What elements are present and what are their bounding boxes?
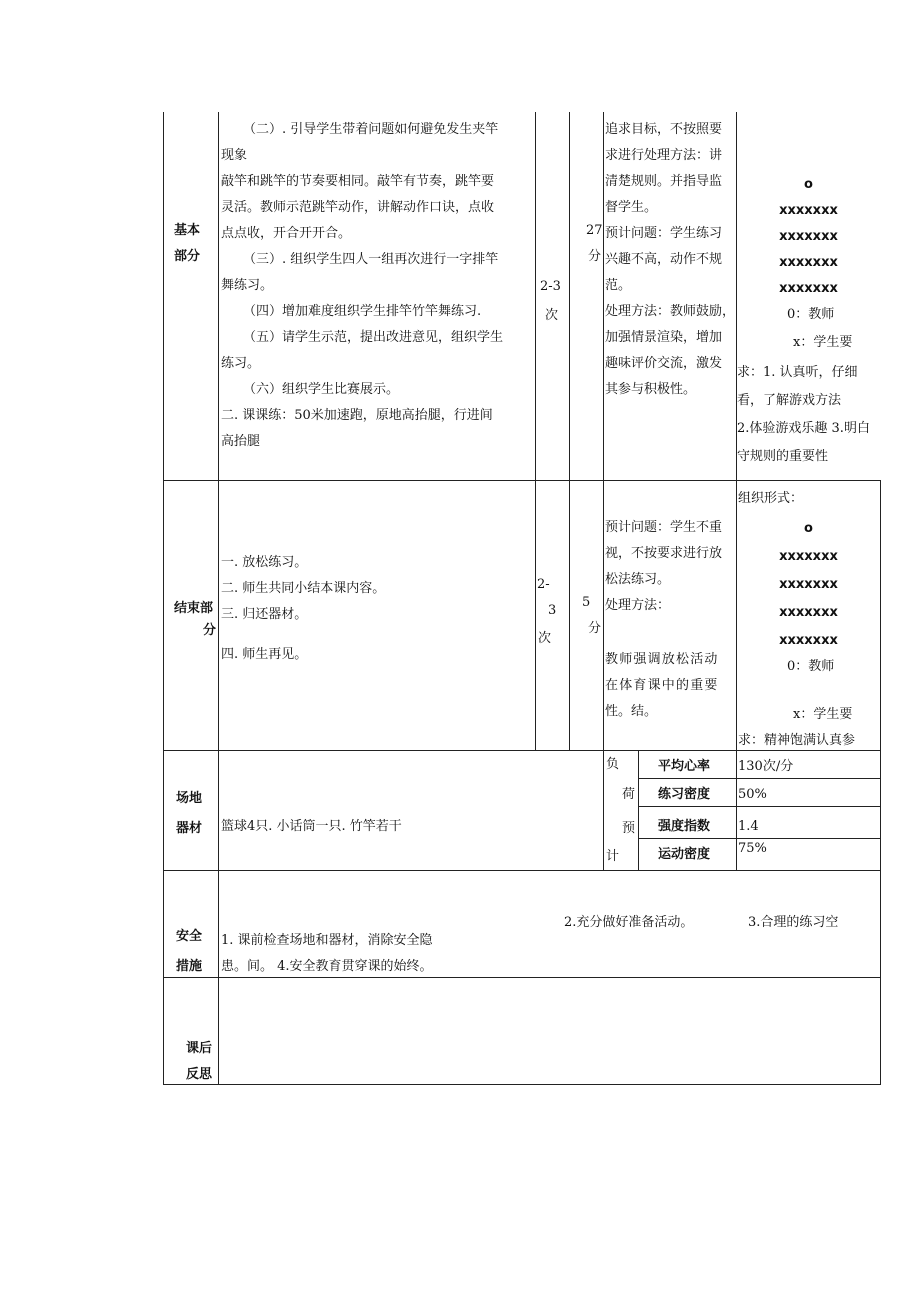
basic-minutes-unit: 分 <box>588 249 602 264</box>
legend-teacher: 0：教师 <box>787 307 835 322</box>
method-line: 清楚规则。并指导监 <box>605 174 723 189</box>
legend-teacher: 0：教师 <box>787 659 835 674</box>
col-divider <box>218 112 219 1085</box>
content-line: （五）请学生示范，提出改进意见，组织学生 <box>243 330 504 345</box>
table-border-bottom <box>163 1084 881 1085</box>
load-label-3: 预 <box>622 821 636 836</box>
formation-teacher-mark: o <box>804 521 813 536</box>
reflection-label-1: 课后 <box>186 1041 213 1056</box>
content-line: 点点收，开合开开合。 <box>221 226 352 241</box>
formation-row: xxxxxxx <box>779 577 838 592</box>
safety-line-1: 1. 课前检查场地和器材，消除安全隐 <box>221 933 433 948</box>
content-line: 二. 课课练：50米加速跑，原地高抬腿，行进间 <box>221 408 493 423</box>
table-border-left <box>163 112 164 1085</box>
basic-times: 2-3 <box>540 279 561 294</box>
ending-formation-title: 组织形式： <box>738 491 804 506</box>
metric-value: 75% <box>738 841 767 856</box>
method-line: 追求目标，不按照要 <box>605 122 723 137</box>
legend-student: x：学生要 <box>793 707 853 722</box>
content-line: 高抬腿 <box>221 434 261 449</box>
requirement-line: 求：1. 认真听，仔细 <box>737 365 858 380</box>
row-divider <box>163 480 881 481</box>
content-line: 一. 放松练习。 <box>221 555 308 570</box>
formation-row: xxxxxxx <box>779 229 838 244</box>
metric-value: 1.4 <box>738 819 759 834</box>
venue-label-1: 场地 <box>176 791 203 806</box>
ending-minutes-unit: 分 <box>588 621 602 636</box>
method-line: 处理方法： <box>605 598 671 613</box>
method-line: 视，不按要求进行放 <box>605 546 723 561</box>
safety-item-2: 2.充分做好准备活动。 <box>564 915 694 930</box>
method-line: 其参与积极性。 <box>605 382 697 397</box>
content-line: 舞练习。 <box>221 278 274 293</box>
ending-label-2: 分 <box>203 623 217 638</box>
load-label-1: 负 <box>606 757 620 772</box>
formation-row: xxxxxxx <box>779 549 838 564</box>
metric-name: 平均心率 <box>658 759 711 774</box>
content-line: 二. 师生共同小结本课内容。 <box>221 581 386 596</box>
load-label-4: 计 <box>606 849 620 864</box>
requirement-line: 看，了解游戏方法 <box>737 393 842 408</box>
safety-label-1: 安全 <box>176 929 203 944</box>
basic-times-unit: 次 <box>545 308 559 323</box>
metric-value: 130次/分 <box>738 759 794 774</box>
safety-line-2: 患。间。 4.安全教育贯穿课的始终。 <box>221 959 433 974</box>
ending-minutes: 5 <box>582 595 591 610</box>
basic-label-1: 基本 <box>174 223 201 238</box>
col-divider <box>535 112 536 750</box>
content-line: （三）. 组织学生四人一组再次进行一字排竿 <box>243 252 499 267</box>
content-line: （六）组织学生比赛展示。 <box>243 382 400 397</box>
legend-student: x：学生要 <box>793 335 853 350</box>
metric-name: 运动密度 <box>658 847 711 862</box>
requirement-line: 2.体验游戏乐趣 3.明白 <box>737 421 870 436</box>
content-line: 三. 归还器材。 <box>221 607 308 622</box>
method-line: 兴趣不高，动作不规 <box>605 252 723 267</box>
metric-value: 50% <box>738 787 767 802</box>
basic-label-2: 部分 <box>174 249 201 264</box>
ending-requirement: 求：精神饱满认真参 <box>738 733 856 748</box>
method-line: 教师强调放松活动 <box>605 652 719 667</box>
safety-label-2: 措施 <box>176 959 203 974</box>
method-line: 预计问题：学生练习 <box>605 226 723 241</box>
method-line: 范。 <box>605 278 632 293</box>
formation-row: xxxxxxx <box>779 605 838 620</box>
formation-row: xxxxxxx <box>779 255 838 270</box>
safety-item-3: 3.合理的练习空 <box>748 915 839 930</box>
method-line: 性。结。 <box>605 704 658 719</box>
load-label-2: 荷 <box>622 787 636 802</box>
method-line: 趣味评价交流，激发 <box>605 356 723 371</box>
content-line: （四）增加难度组织学生排竿竹竿舞练习. <box>243 304 482 319</box>
method-line: 预计问题：学生不重 <box>605 520 723 535</box>
formation-teacher-mark: o <box>804 177 813 192</box>
col-divider <box>638 750 639 870</box>
venue-label-2: 器材 <box>176 821 203 836</box>
ending-times-2: 3 <box>548 603 557 618</box>
ending-label-1: 结束部 <box>174 601 214 616</box>
method-line: 督学生。 <box>605 200 658 215</box>
method-line: 在体育课中的重要 <box>605 678 719 693</box>
formation-row: xxxxxxx <box>779 633 838 648</box>
ending-times: 2- <box>537 577 550 592</box>
content-line: 练习。 <box>221 356 261 371</box>
content-line: 灵活。教师示范跳竿动作，讲解动作口诀，点收 <box>221 200 495 215</box>
content-line: 四. 师生再见。 <box>221 647 308 662</box>
table-border-right <box>880 480 881 1085</box>
row-divider <box>163 870 881 871</box>
formation-row: xxxxxxx <box>779 281 838 296</box>
method-line: 处理方法：教师鼓励， <box>605 304 736 319</box>
ending-times-unit: 次 <box>538 631 552 646</box>
requirement-line: 守规则的重要性 <box>737 449 829 464</box>
method-line: 松法练习。 <box>605 572 671 587</box>
formation-row: xxxxxxx <box>779 203 838 218</box>
content-line: 现象 <box>221 148 248 163</box>
method-line: 求进行处理方法：讲 <box>605 148 723 163</box>
method-line: 加强情景渲染，增加 <box>605 330 723 345</box>
metric-name: 练习密度 <box>658 787 711 802</box>
col-divider <box>603 112 604 870</box>
equipment-list: 篮球4只. 小话筒一只. 竹竿若干 <box>221 819 402 834</box>
metric-name: 强度指数 <box>658 819 711 834</box>
col-divider <box>569 112 570 750</box>
content-line: 敲竿和跳竿的节奏要相同。敲竿有节奏，跳竿要 <box>221 174 495 189</box>
content-line: （二）. 引导学生带着问题如何避免发生夹竿 <box>243 122 499 137</box>
reflection-label-2: 反思 <box>186 1067 213 1082</box>
basic-minutes: 27 <box>586 223 603 238</box>
